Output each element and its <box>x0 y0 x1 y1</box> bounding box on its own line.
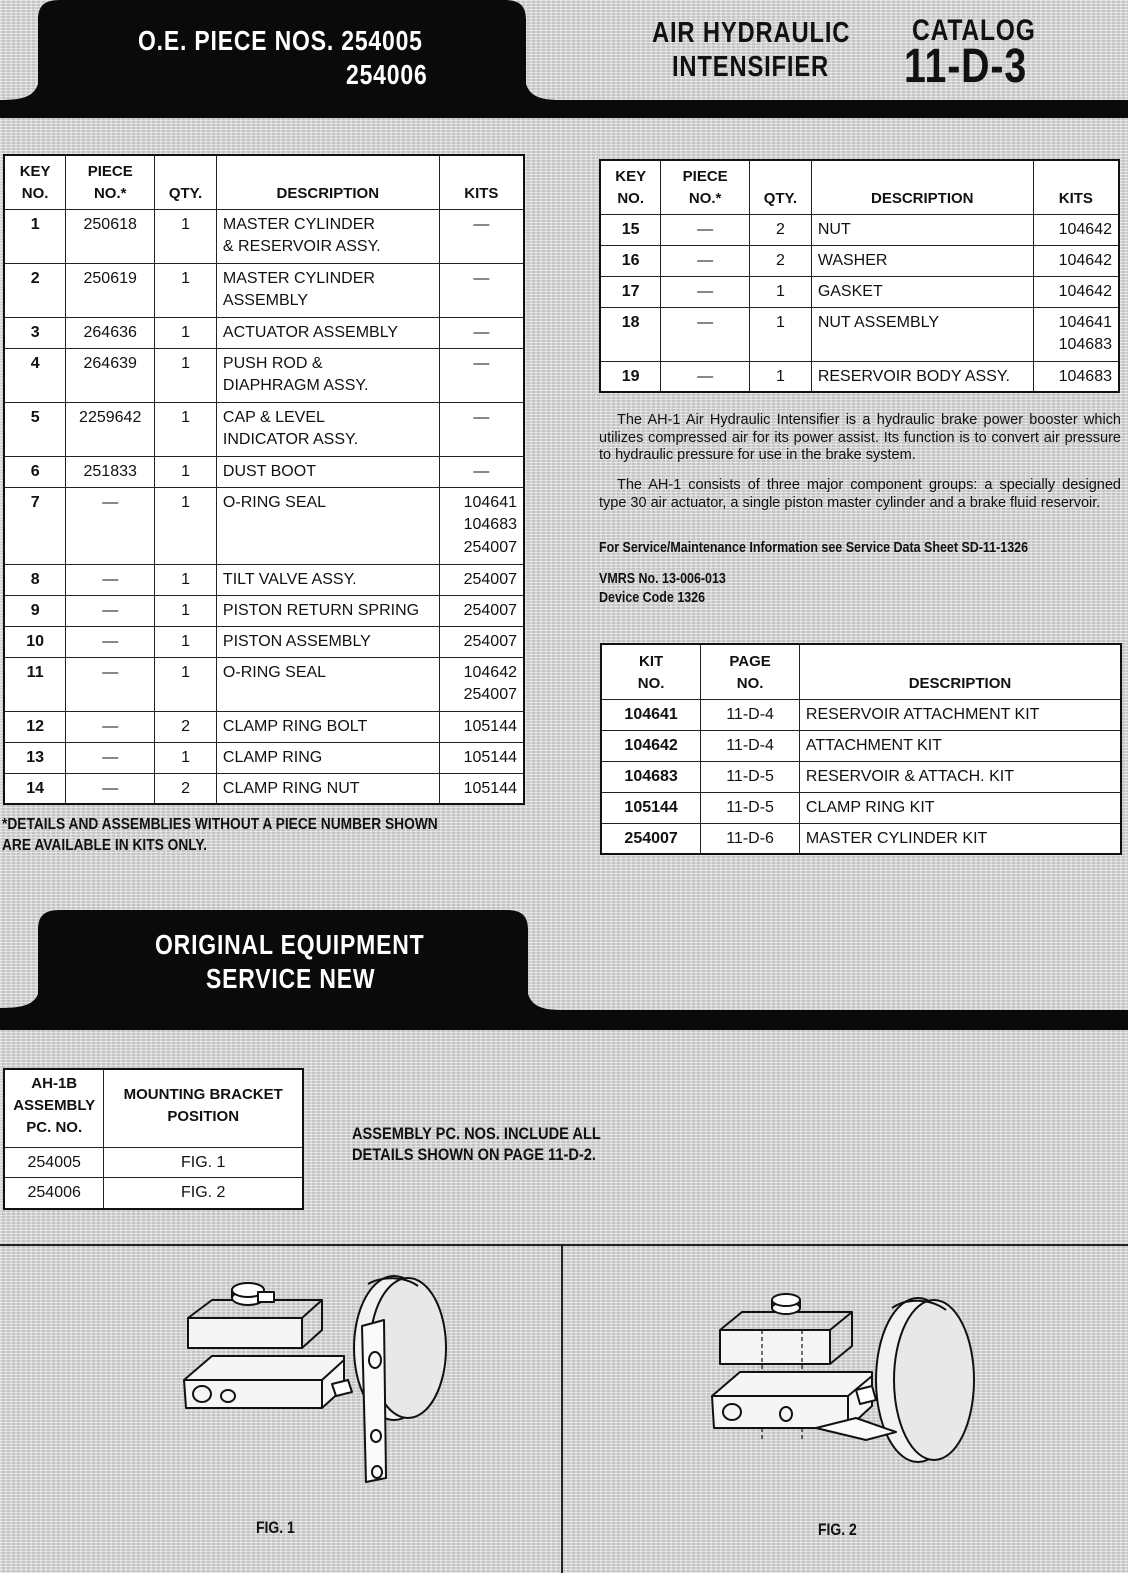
desc-cell: MASTER CYLINDER KIT <box>799 823 1121 854</box>
key-cell: 13 <box>4 742 66 773</box>
piece-cell: — <box>661 245 750 276</box>
desc-cell: TILT VALVE ASSY. <box>216 564 439 595</box>
col-qty: QTY. <box>155 155 217 209</box>
table-row <box>600 307 1119 361</box>
catalog-label: CATALOG <box>912 14 1036 47</box>
qty-cell: 1 <box>155 626 217 657</box>
desc-cell: RESERVOIR ATTACHMENT KIT <box>799 699 1121 730</box>
table-row <box>4 348 524 402</box>
piece-cell: — <box>66 626 155 657</box>
qty-cell: 1 <box>155 348 217 402</box>
qty-cell: 1 <box>155 595 217 626</box>
product-line2: INTENSIFIER <box>672 51 830 83</box>
piece-cell: — <box>661 307 750 361</box>
kits-cell: 104642 <box>1033 276 1119 307</box>
oe-piece-label-2: 254006 <box>346 59 428 90</box>
col-qty: QTY. <box>749 160 811 214</box>
col-key-no: KEY NO. <box>4 155 66 209</box>
kits-cell: 104642 <box>1033 214 1119 245</box>
table-row <box>4 209 524 263</box>
piece-cell: — <box>66 773 155 804</box>
col-piece-no: PIECE NO.* <box>66 155 155 209</box>
key-cell: 5 <box>4 402 66 456</box>
qty-cell: 1 <box>155 402 217 456</box>
page-cell: 11-D-5 <box>701 792 800 823</box>
qty-cell: 2 <box>155 773 217 804</box>
piece-cell: — <box>661 361 750 392</box>
table-row <box>600 361 1119 392</box>
desc-cell: NUT ASSEMBLY <box>811 307 1033 361</box>
kits-cell: — <box>439 402 524 456</box>
col-mounting-position: MOUNTING BRACKET POSITION <box>104 1069 303 1147</box>
qty-cell: 1 <box>155 456 217 487</box>
kit-cell: 105144 <box>601 792 701 823</box>
table-row <box>600 245 1119 276</box>
kits-cell: — <box>439 263 524 317</box>
key-cell: 6 <box>4 456 66 487</box>
table-header-row <box>600 160 1119 214</box>
vmrs-number: VMRS No. 13-006-013 <box>599 571 726 587</box>
description-para-1: The AH-1 Air Hydraulic Intensifier is a hydraulic brake power booster which utilizes compressed air for its power assist. Its function is to convert air pressure to hydraulic pressure for use in the brake system. <box>599 412 1121 463</box>
key-cell: 7 <box>4 487 66 564</box>
piece-cell: — <box>66 742 155 773</box>
device-code: Device Code 1326 <box>599 590 706 606</box>
kit-cell: 104683 <box>601 761 701 792</box>
piece-cell: — <box>66 711 155 742</box>
col-description: DESCRIPTION <box>799 644 1121 699</box>
desc-cell: O-RING SEAL <box>216 657 439 711</box>
desc-cell: NUT <box>811 214 1033 245</box>
desc-cell: CLAMP RING BOLT <box>216 711 439 742</box>
table-row <box>601 823 1121 854</box>
qty-cell: 1 <box>749 361 811 392</box>
kits-cell: 254007 <box>439 564 524 595</box>
kits-cell: — <box>439 209 524 263</box>
table-row <box>4 402 524 456</box>
table-row <box>4 773 524 804</box>
assembly-note: ASSEMBLY PC. NOS. INCLUDE ALL DETAILS SHOWN ON PAGE 11-D-2. <box>352 1124 601 1164</box>
col-assembly-pc-no: AH-1B ASSEMBLY PC. NO. <box>4 1069 104 1147</box>
table-header-row <box>4 155 524 209</box>
desc-cell: WASHER <box>811 245 1033 276</box>
table-row <box>600 214 1119 245</box>
key-cell: 19 <box>600 361 661 392</box>
key-cell: 8 <box>4 564 66 595</box>
col-description: DESCRIPTION <box>811 160 1033 214</box>
kits-cell: 254007 <box>439 595 524 626</box>
piece-cell: — <box>661 276 750 307</box>
desc-cell: RESERVOIR & ATTACH. KIT <box>799 761 1121 792</box>
col-kits: KITS <box>439 155 524 209</box>
table-row <box>4 595 524 626</box>
table-row <box>4 263 524 317</box>
pc-cell: 254005 <box>4 1147 104 1178</box>
key-cell: 1 <box>4 209 66 263</box>
footnote: *DETAILS AND ASSEMBLIES WITHOUT A PIECE NUMBER SHOWN ARE AVAILABLE IN KITS ONLY. <box>2 816 438 854</box>
desc-cell: CAP & LEVEL INDICATOR ASSY. <box>216 402 439 456</box>
page-cell: 11-D-6 <box>701 823 800 854</box>
section2-title-2: SERVICE NEW <box>206 963 376 994</box>
key-cell: 3 <box>4 317 66 348</box>
qty-cell: 1 <box>749 276 811 307</box>
qty-cell: 1 <box>155 742 217 773</box>
desc-cell: CLAMP RING NUT <box>216 773 439 804</box>
qty-cell: 1 <box>155 317 217 348</box>
desc-cell: ATTACHMENT KIT <box>799 730 1121 761</box>
desc-cell: GASKET <box>811 276 1033 307</box>
fig1-label: FIG. 1 <box>256 1518 295 1537</box>
table-header-row <box>601 644 1121 699</box>
qty-cell: 2 <box>749 245 811 276</box>
kits-cell: 105144 <box>439 742 524 773</box>
kits-cell: 104642 <box>1033 245 1119 276</box>
qty-cell: 2 <box>749 214 811 245</box>
kit-cell: 104642 <box>601 730 701 761</box>
desc-cell: PISTON RETURN SPRING <box>216 595 439 626</box>
desc-cell: PISTON ASSEMBLY <box>216 626 439 657</box>
piece-cell: 264639 <box>66 348 155 402</box>
fig2-label: FIG. 2 <box>818 1520 857 1539</box>
kits-cell: — <box>439 348 524 402</box>
col-kit-no: KIT NO. <box>601 644 701 699</box>
catalog-number: 11-D-3 <box>904 40 1028 93</box>
piece-cell: — <box>66 595 155 626</box>
oe-piece-label: O.E. PIECE NOS. 254005 <box>138 25 423 56</box>
service-note: For Service/Maintenance Information see Service Data Sheet SD-11-1326 <box>599 540 1029 556</box>
desc-cell: O-RING SEAL <box>216 487 439 564</box>
page-cell: 11-D-4 <box>701 730 800 761</box>
qty-cell: 1 <box>155 564 217 595</box>
fig1-intensifier-drawing <box>172 1268 472 1508</box>
key-cell: 4 <box>4 348 66 402</box>
page-cell: 11-D-4 <box>701 699 800 730</box>
kit-cell: 254007 <box>601 823 701 854</box>
key-cell: 10 <box>4 626 66 657</box>
table-row <box>601 730 1121 761</box>
desc-cell: CLAMP RING <box>216 742 439 773</box>
figure-divider-top <box>0 1244 1128 1246</box>
kits-cell: 104642 254007 <box>439 657 524 711</box>
kits-cell: 104641 104683 254007 <box>439 487 524 564</box>
key-cell: 17 <box>600 276 661 307</box>
qty-cell: 1 <box>155 487 217 564</box>
table-row <box>600 276 1119 307</box>
figure-divider-vertical <box>561 1245 563 1573</box>
table-row <box>4 317 524 348</box>
kits-cell: — <box>439 317 524 348</box>
piece-cell: 251833 <box>66 456 155 487</box>
kits-cell: 105144 <box>439 773 524 804</box>
table-row <box>4 626 524 657</box>
table-row <box>601 761 1121 792</box>
kits-table <box>600 643 1122 855</box>
qty-cell: 1 <box>155 263 217 317</box>
key-cell: 2 <box>4 263 66 317</box>
parts-table-left <box>3 154 525 805</box>
table-row <box>601 699 1121 730</box>
piece-cell: 264636 <box>66 317 155 348</box>
desc-cell: CLAMP RING KIT <box>799 792 1121 823</box>
table-row <box>4 742 524 773</box>
table-row <box>4 1178 303 1209</box>
position-cell: FIG. 1 <box>104 1147 303 1178</box>
kits-cell: 254007 <box>439 626 524 657</box>
desc-cell: MASTER CYLINDER ASSEMBLY <box>216 263 439 317</box>
piece-cell: 250619 <box>66 263 155 317</box>
key-cell: 16 <box>600 245 661 276</box>
table-row <box>4 564 524 595</box>
table-row <box>601 792 1121 823</box>
key-cell: 14 <box>4 773 66 804</box>
desc-cell: MASTER CYLINDER & RESERVOIR ASSY. <box>216 209 439 263</box>
desc-cell: RESERVOIR BODY ASSY. <box>811 361 1033 392</box>
assembly-table <box>3 1068 304 1210</box>
parts-table-right <box>599 159 1120 393</box>
description-para-2: The AH-1 consists of three major component groups: a specially designed type 30 air actuator, a single piston master cylinder and a brake fluid reservoir. <box>599 477 1121 511</box>
product-line1: AIR HYDRAULIC <box>652 17 851 49</box>
piece-cell: 250618 <box>66 209 155 263</box>
table-row <box>4 487 524 564</box>
section2-title-1: ORIGINAL EQUIPMENT <box>155 929 425 960</box>
kits-cell: 104641 104683 <box>1033 307 1119 361</box>
kits-cell: — <box>439 456 524 487</box>
table-row <box>4 1147 303 1178</box>
piece-cell: 2259642 <box>66 402 155 456</box>
piece-cell: — <box>66 487 155 564</box>
key-cell: 12 <box>4 711 66 742</box>
table-header-row <box>4 1069 303 1147</box>
piece-cell: — <box>66 564 155 595</box>
kit-cell: 104641 <box>601 699 701 730</box>
col-kits: KITS <box>1033 160 1119 214</box>
col-page-no: PAGE NO. <box>701 644 800 699</box>
desc-cell: ACTUATOR ASSEMBLY <box>216 317 439 348</box>
qty-cell: 1 <box>749 307 811 361</box>
table-row <box>4 456 524 487</box>
kits-cell: 104683 <box>1033 361 1119 392</box>
position-cell: FIG. 2 <box>104 1178 303 1209</box>
qty-cell: 1 <box>155 657 217 711</box>
header-band <box>0 0 1128 120</box>
piece-cell: — <box>661 214 750 245</box>
fig2-intensifier-drawing <box>706 1290 986 1520</box>
qty-cell: 1 <box>155 209 217 263</box>
key-cell: 18 <box>600 307 661 361</box>
col-description: DESCRIPTION <box>216 155 439 209</box>
col-piece-no: PIECE NO.* <box>661 160 750 214</box>
key-cell: 15 <box>600 214 661 245</box>
qty-cell: 2 <box>155 711 217 742</box>
desc-cell: DUST BOOT <box>216 456 439 487</box>
col-key-no: KEY NO. <box>600 160 661 214</box>
kits-cell: 105144 <box>439 711 524 742</box>
table-row <box>4 711 524 742</box>
table-row <box>4 657 524 711</box>
piece-cell: — <box>66 657 155 711</box>
key-cell: 11 <box>4 657 66 711</box>
page-cell: 11-D-5 <box>701 761 800 792</box>
desc-cell: PUSH ROD & DIAPHRAGM ASSY. <box>216 348 439 402</box>
pc-cell: 254006 <box>4 1178 104 1209</box>
key-cell: 9 <box>4 595 66 626</box>
